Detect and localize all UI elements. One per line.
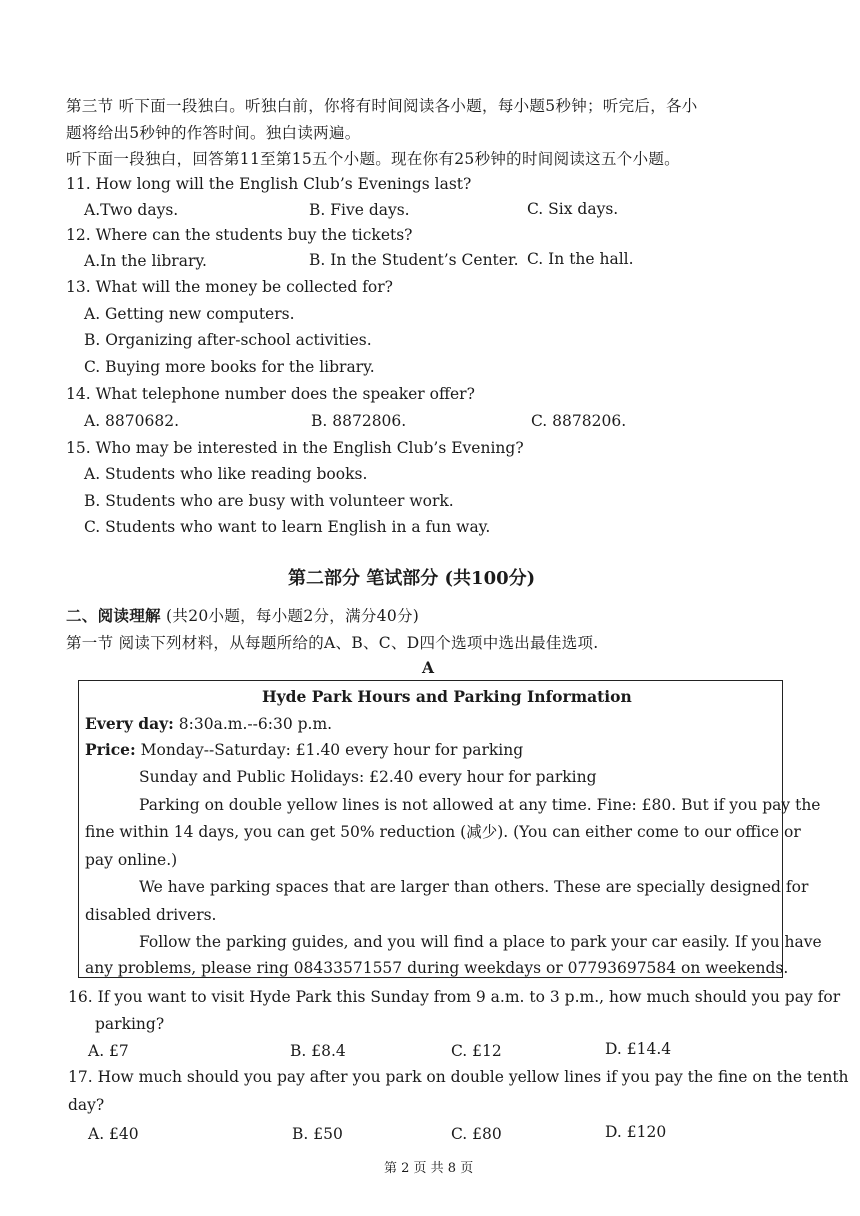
question-17-option-c: C. £80	[451, 1125, 502, 1143]
para3-line1: Follow the parking guides, and you will find a place to park your car easily. If you have	[139, 933, 822, 951]
question-15-stem: 15. Who may be interested in the English Club’s Evening?	[66, 439, 524, 457]
reading-instruction: 第一节 阅读下列材料，从每题所给的A、B、C、D四个选项中选出最佳选项.	[66, 634, 599, 652]
reading-heading-rest: (共20小题，每小题2分，满分40分)	[166, 607, 420, 625]
question-14-option-b: B. 8872806.	[311, 412, 407, 430]
question-16-option-b: B. £8.4	[290, 1042, 346, 1060]
listening-intro-line1: 第三节 听下面一段独白。听独白前，你将有时间阅读各小题，每小题5秒钟；听完后，各小	[66, 97, 698, 115]
question-13-option-a: A. Getting new computers.	[84, 305, 295, 323]
question-16-option-c: C. £12	[451, 1042, 502, 1060]
question-17-stem-line2: day?	[68, 1096, 105, 1114]
question-14-option-a: A. 8870682.	[84, 412, 180, 430]
notice-title: Hyde Park Hours and Parking Information	[262, 687, 632, 706]
everyday-label: Every day:	[85, 714, 174, 733]
question-16-option-d: D. £14.4	[605, 1040, 672, 1058]
reading-heading-bold: 二、阅读理解	[66, 606, 161, 625]
para1-line1: Parking on double yellow lines is not allowed at any time. Fine: £80. But if you pay the	[139, 796, 821, 814]
para2-line2: disabled drivers.	[85, 906, 217, 924]
question-12-stem: 12. Where can the students buy the tickets?	[66, 226, 413, 244]
question-15-option-c: C. Students who want to learn English in a fun way.	[84, 518, 491, 536]
listening-intro-line2: 题将给出5秒钟的作答时间。独白读两遍。	[66, 124, 361, 142]
price-sunday: Sunday and Public Holidays: £2.40 every hour for parking	[139, 768, 597, 786]
question-13-option-c: C. Buying more books for the library.	[84, 358, 375, 376]
question-13-option-b: B. Organizing after-school activities.	[84, 331, 372, 349]
question-12-option-b: B. In the Student’s Center.	[309, 251, 519, 269]
reading-heading	[66, 606, 419, 626]
notice-price	[85, 740, 523, 760]
question-11-option-a: A.Two days.	[84, 201, 179, 219]
question-15-option-a: A. Students who like reading books.	[84, 465, 368, 483]
part-two-title: 第二部分 笔试部分 (共100分)	[288, 568, 536, 589]
price-weekday: Monday--Saturday: £1.40 every hour for parking	[135, 741, 524, 759]
question-16-stem-line2: parking?	[95, 1015, 165, 1033]
question-16-stem-line1: 16. If you want to visit Hyde Park this Sunday from 9 a.m. to 3 p.m., how much should you pay for	[68, 988, 841, 1006]
question-12-option-c: C. In the hall.	[527, 250, 634, 268]
question-16-option-a: A. £7	[88, 1042, 129, 1060]
question-11-option-c: C. Six days.	[527, 200, 619, 218]
question-15-option-b: B. Students who are busy with volunteer work.	[84, 492, 454, 510]
question-12-option-a: A.In the library.	[84, 252, 207, 270]
question-11-stem: 11. How long will the English Club’s Evenings last?	[66, 175, 472, 193]
question-14-option-c: C. 8878206.	[531, 412, 627, 430]
passage-letter: A	[422, 658, 435, 677]
question-17-option-b: B. £50	[292, 1125, 343, 1143]
question-17-option-a: A. £40	[88, 1125, 139, 1143]
everyday-value: 8:30a.m.--6:30 p.m.	[173, 715, 333, 733]
question-11-option-b: B. Five days.	[309, 201, 410, 219]
question-17-stem-line1: 17. How much should you pay after you park on double yellow lines if you pay the fine on the tenth	[68, 1068, 849, 1086]
page-footer: 第 2 页 共 8 页	[384, 1161, 474, 1176]
para1-line2: fine within 14 days, you can get 50% reduction (减少). (You can either come to our office or	[85, 823, 801, 841]
para1-line3: pay online.)	[85, 851, 178, 869]
question-14-stem: 14. What telephone number does the speaker offer?	[66, 385, 475, 403]
para2-line1: We have parking spaces that are larger than others. These are specially designed for	[139, 878, 809, 896]
question-17-option-d: D. £120	[605, 1123, 667, 1141]
notice-everyday	[85, 714, 332, 734]
para3-line2: any problems, please ring 08433571557 during weekdays or 07793697584 on weekends.	[85, 959, 789, 977]
question-13-stem: 13. What will the money be collected for?	[66, 278, 393, 296]
listening-intro-line3: 听下面一段独白，回答第11至第15五个小题。现在你有25秒钟的时间阅读这五个小题。	[66, 150, 680, 168]
price-label: Price:	[85, 740, 136, 759]
